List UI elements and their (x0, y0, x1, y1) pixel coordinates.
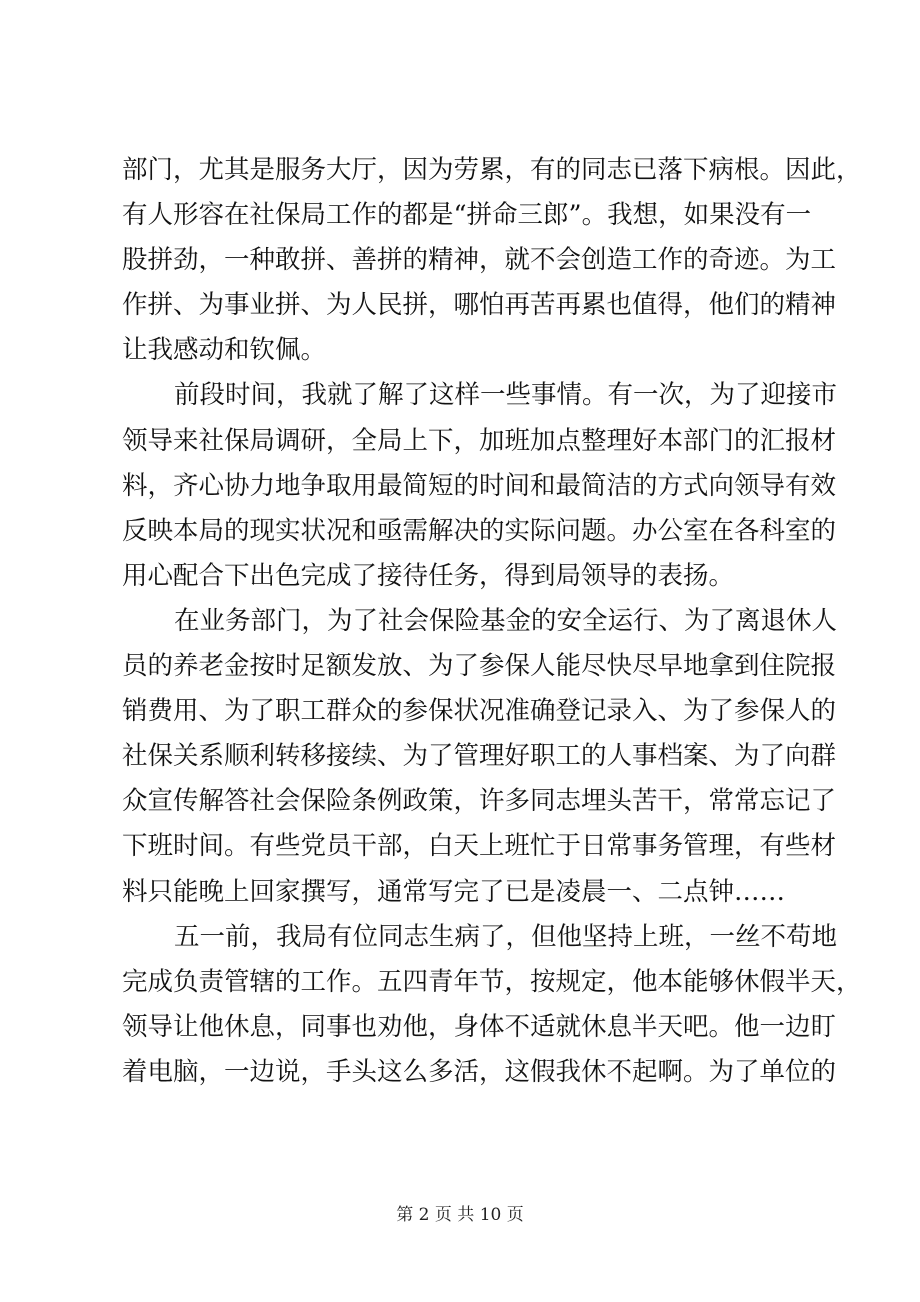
text-line: 部门，尤其是服务大厅，因为劳累，有的同志已落下病根。因此， (122, 155, 862, 185)
paragraph (122, 373, 838, 598)
text-line: 领导来社保局调研，全局上下，加班加点整理好本部门的汇报材 (122, 425, 837, 456)
text-line: 作拼、为事业拼、为人民拼，哪怕再苦再累也值得，他们的精神 (122, 290, 837, 321)
text-line: 料，齐心协力地争取用最简短的时间和最简洁的方式向领导有效 (122, 470, 837, 501)
paragraph (122, 148, 862, 373)
text-line: 着电脑，一边说，手头这么多活，这假我休不起啊。为了单位的 (122, 1056, 837, 1087)
text-line: 社保关系顺利转移接续、为了管理好职工的人事档案、为了向群 (122, 741, 837, 772)
text-line: 领导让他休息，同事也劝他，身体不适就休息半天吧。他一边盯 (122, 1011, 837, 1042)
text-line: 用心配合下出色完成了接待任务，得到局领导的表扬。 (122, 560, 735, 591)
text-line: 有人形容在社保局工作的都是“拼命三郎”。我想，如果没有一 (122, 200, 812, 231)
text-line: 前段时间，我就了解了这样一些事情。有一次，为了迎接市 (174, 380, 838, 411)
paragraph (122, 599, 838, 915)
text-line: 下班时间。有些党员干部，白天上班忙于日常事务管理，有些材 (122, 831, 837, 862)
text-line: 完成负责管辖的工作。五四青年节，按规定，他本能够休假半天， (122, 966, 862, 997)
page-footer: 第 2 页 共 10 页 (396, 1205, 524, 1225)
document-body (122, 148, 862, 1095)
text-line: 在业务部门，为了社会保险基金的安全运行、为了离退休人 (174, 605, 838, 636)
text-line: 让我感动和钦佩。 (122, 335, 327, 366)
text-line: 销费用、为了职工群众的参保状况准确登记录入、为了参保人的 (122, 696, 837, 727)
paragraph (122, 915, 862, 1095)
text-line: 员的养老金按时足额发放、为了参保人能尽快尽早地拿到住院报 (122, 651, 837, 682)
text-line: 五一前，我局有位同志生病了，但他坚持上班，一丝不苟地 (174, 921, 838, 952)
text-line: 股拼劲，一种敢拼、善拼的精神，就不会创造工作的奇迹。为工 (122, 245, 837, 276)
text-line: 料只能晚上回家撰写，通常写完了已是凌晨一、二点钟…… (122, 876, 786, 907)
text-line: 众宣传解答社会保险条例政策，许多同志埋头苦干，常常忘记了 (122, 786, 837, 817)
text-line: 反映本局的现实状况和亟需解决的实际问题。办公室在各科室的 (122, 515, 837, 546)
